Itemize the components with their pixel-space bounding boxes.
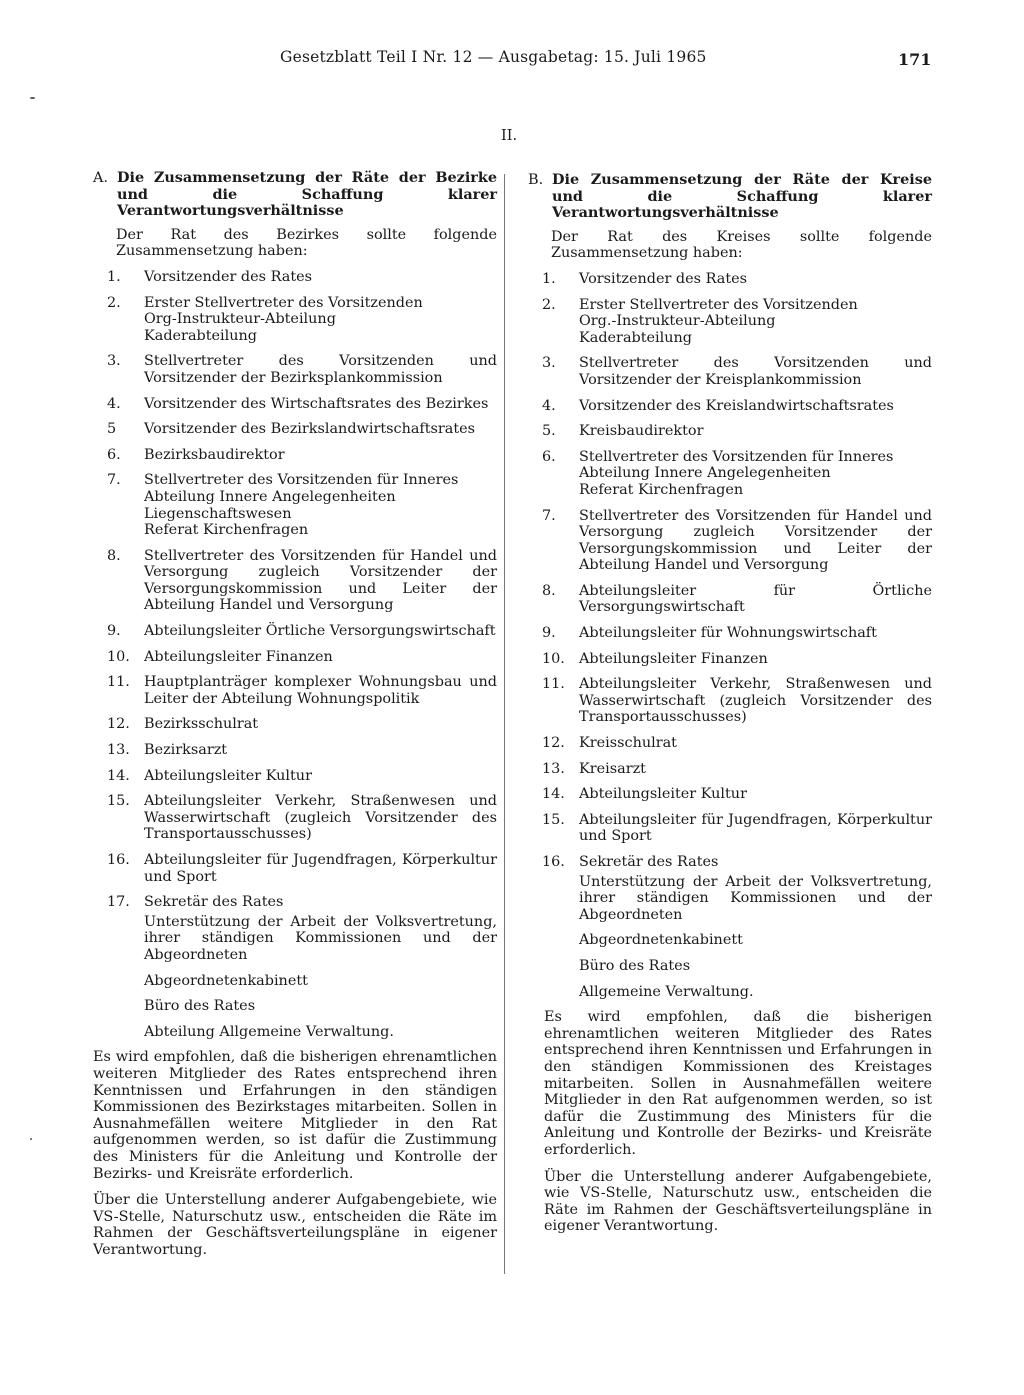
item-number: 16. xyxy=(542,854,565,870)
item-number: 5. xyxy=(542,423,556,440)
print-speck xyxy=(30,97,35,99)
item-text: Bezirksarzt xyxy=(144,742,228,759)
heading-text: Die Zusammensetzung der Räte der Kreise und die Schaffung klarer Verantwortungsverhältnisse xyxy=(552,171,932,222)
item-number: 3. xyxy=(107,353,121,370)
item-number: 11. xyxy=(542,676,565,693)
column-divider xyxy=(504,174,505,1274)
item-number: 1. xyxy=(107,268,121,285)
item-text: Abteilungsleiter Finanzen xyxy=(579,650,768,667)
item-number: 4. xyxy=(107,395,121,412)
item-subunit: Abgeordnetenkabinett xyxy=(144,972,308,989)
list-item xyxy=(542,854,932,1000)
item-number: 15. xyxy=(107,793,130,810)
list-item xyxy=(107,295,497,345)
section-heading xyxy=(93,170,497,220)
item-number: 9. xyxy=(107,623,121,640)
item-subunit: Allgemeine Verwaltung. xyxy=(579,983,754,1000)
item-text: Hauptplanträger komplexer Wohnungsbau und Leiter der Abteilung Wohnungspolitik xyxy=(144,674,497,707)
list-item xyxy=(542,676,932,726)
item-text: Vorsitzender des Bezirkslandwirtschaftsrates xyxy=(144,421,476,438)
recommendation-paragraph: Es wird empfohlen, daß die bisherigen ehrenamtlichen weiteren Mitglieder des Rates entsprechend ihren Kenntnissen und Erfahrungen in den ständigen Kommissionen des Bezirkstages mitarbeiten. Sollen in Ausnahmefällen weitere Mitglieder in den Rat aufgenommen werden, so ist dafür die Zustimmung des Ministers für die Anleitung und Kontrolle der Bezirks- und Kreisräte erforderlich. xyxy=(93,1049,497,1182)
list-item xyxy=(107,548,497,614)
item-body xyxy=(144,793,497,843)
list-item xyxy=(542,761,932,778)
item-number: 10. xyxy=(107,648,130,665)
item-number: 11. xyxy=(107,674,130,691)
item-number: 15. xyxy=(542,811,565,828)
item-text: Kreisarzt xyxy=(579,760,646,777)
recommendation-paragraph: Es wird empfohlen, daß die bisherigen ehrenamtlichen weiteren Mitglieder des Rates entsprechend ihren Kenntnissen und Erfahrungen in den ständigen Kommissionen des Kreistages mitarbeiten. Sollen in Ausnahmefällen weitere Mitglieder in den Rat aufgenommen werden, so ist dafür die Zustimmung des Ministers für die Anleitung und Kontrolle der Bezirks- und Kreisräte erforderlich. xyxy=(544,1009,932,1158)
item-body xyxy=(579,786,932,803)
list-item xyxy=(107,269,497,286)
item-body xyxy=(144,447,497,464)
item-subunit: Org.-Instrukteur-Abteilung xyxy=(579,313,776,330)
item-body xyxy=(144,742,497,759)
item-text: Abteilungsleiter Örtliche Versorgungswirtschaft xyxy=(144,623,496,640)
intro-text: Der Rat des Bezirkes sollte folgende Zusammensetzung haben: xyxy=(116,226,497,260)
item-number: 4. xyxy=(542,397,556,414)
item-number: 9. xyxy=(542,625,556,642)
item-number: 8. xyxy=(107,547,121,564)
item-text: Sekretär des Rates xyxy=(144,894,284,911)
item-subunit: Org-Instrukteur-Abteilung xyxy=(144,311,336,328)
list-item xyxy=(542,398,932,415)
running-header: Gesetzblatt Teil I Nr. 12 — Ausgabetag: 15. Juli 1965 xyxy=(280,48,707,66)
item-number: 13. xyxy=(542,760,565,777)
item-number: 13. xyxy=(107,742,130,759)
list-item xyxy=(542,812,932,845)
column-a xyxy=(93,170,497,1258)
item-body xyxy=(144,768,497,785)
item-body xyxy=(579,854,932,1000)
member-list xyxy=(93,269,497,1040)
item-text: Stellvertreter des Vorsitzenden für Inneres xyxy=(579,448,894,465)
list-item xyxy=(542,735,932,752)
item-number: 8. xyxy=(542,582,556,599)
item-body xyxy=(579,735,932,752)
item-text: Abteilungsleiter für Örtliche Versorgungswirtschaft xyxy=(579,582,932,616)
column-b xyxy=(528,172,932,1235)
list-item xyxy=(107,472,497,538)
item-body xyxy=(144,623,497,640)
heading-text: Die Zusammensetzung der Räte der Bezirke und die Schaffung klarer Verantwortungsverhältnisse xyxy=(117,169,497,220)
item-body xyxy=(579,625,932,642)
item-text: Vorsitzender des Wirtschaftsrates des Bezirkes xyxy=(144,395,489,412)
list-item xyxy=(107,649,497,666)
subordination-paragraph: Über die Unterstellung anderer Aufgabengebiete, wie VS-Stelle, Naturschutz usw., entscheiden die Räte im Rahmen der Geschäftsverteilungspläne in eigener Verantwortung. xyxy=(93,1192,497,1258)
list-item xyxy=(542,786,932,803)
list-item xyxy=(542,508,932,574)
item-text: Abteilungsleiter für Jugendfragen, Körperkultur und Sport xyxy=(144,852,497,885)
subordination-paragraph: Über die Unterstellung anderer Aufgabengebiete, wie VS-Stelle, Naturschutz usw., entscheiden die Räte im Rahmen der Geschäftsverteilungspläne in eigener Verantwortung. xyxy=(544,1168,932,1235)
item-text: Kreisschulrat xyxy=(579,735,677,752)
item-body xyxy=(579,271,932,288)
item-number: 6. xyxy=(107,446,121,463)
item-text: Erster Stellvertreter des Vorsitzenden xyxy=(144,294,423,311)
list-item xyxy=(542,583,932,616)
item-body xyxy=(144,716,497,733)
item-body xyxy=(144,421,497,438)
item-subunit: Abteilung Innere Angelegenheiten xyxy=(579,465,831,482)
item-number: 12. xyxy=(107,716,130,733)
item-text: Sekretär des Rates xyxy=(579,854,719,870)
list-item xyxy=(542,271,932,288)
item-subunit: Referat Kirchenfragen xyxy=(579,481,744,498)
item-body xyxy=(579,508,932,574)
item-body xyxy=(144,548,497,614)
list-item xyxy=(107,447,497,464)
closing-text xyxy=(528,1009,932,1235)
item-body xyxy=(144,852,497,885)
item-text: Vorsitzender des Kreislandwirtschaftsrates xyxy=(579,397,894,414)
list-item xyxy=(107,674,497,707)
item-text: Bezirksbaudirektor xyxy=(144,446,285,463)
item-text: Kreisbaudirektor xyxy=(579,423,704,440)
item-body xyxy=(144,674,497,707)
print-speck xyxy=(30,1138,32,1140)
item-subunit: Liegenschaftswesen xyxy=(144,505,292,522)
closing-text xyxy=(93,1049,497,1258)
item-body xyxy=(579,651,932,668)
item-text: Erster Stellvertreter des Vorsitzenden xyxy=(579,296,858,313)
item-body xyxy=(579,398,932,415)
item-text: Abteilungsleiter Kultur xyxy=(144,767,312,784)
item-text: Stellvertreter des Vorsitzenden für Inneres xyxy=(144,472,459,489)
item-body xyxy=(579,676,932,726)
list-item xyxy=(107,894,497,1040)
item-number: 3. xyxy=(542,355,556,372)
item-text: Stellvertreter des Vorsitzenden für Handel und Versorgung zugleich Vorsitzender der Versorgungskommission und Leiter der Abteilung Handel und Versorgung xyxy=(144,547,497,614)
list-item xyxy=(107,716,497,733)
item-body xyxy=(144,472,497,538)
list-item xyxy=(542,625,932,642)
item-subunit: Unterstützung der Arbeit der Volksvertretung, ihrer ständigen Kommissionen und der Abgeordneten xyxy=(144,913,497,963)
list-item xyxy=(107,421,497,438)
item-body xyxy=(579,297,932,347)
list-item xyxy=(542,651,932,668)
item-text: Stellvertreter des Vorsitzenden und Vorsitzender der Kreisplankommission xyxy=(579,355,932,388)
list-item xyxy=(107,396,497,413)
item-text: Abteilungsleiter Verkehr, Straßenwesen und Wasserwirtschaft (zugleich Vorsitzender des Transportausschusses) xyxy=(579,676,932,726)
item-number: 2. xyxy=(107,294,121,311)
item-subunit: Abteilung Allgemeine Verwaltung. xyxy=(144,1023,394,1040)
item-body xyxy=(144,649,497,666)
item-body xyxy=(579,355,932,388)
item-text: Abteilungsleiter für Jugendfragen, Körperkultur und Sport xyxy=(579,811,932,845)
list-item xyxy=(542,355,932,388)
section-letter: A. xyxy=(93,170,108,186)
item-subunit: Referat Kirchenfragen xyxy=(144,522,309,539)
item-body xyxy=(579,761,932,778)
list-item xyxy=(107,353,497,386)
member-list xyxy=(528,271,932,1000)
item-number: 7. xyxy=(107,472,121,489)
item-body xyxy=(144,396,497,413)
item-number: 5 xyxy=(107,421,117,438)
item-number: 16. xyxy=(107,852,130,868)
item-body xyxy=(144,353,497,386)
list-item xyxy=(107,852,497,885)
item-text: Abteilungsleiter für Wohnungswirtschaft xyxy=(579,625,877,642)
list-item xyxy=(542,449,932,499)
item-subunit: Unterstützung der Arbeit der Volksvertretung, ihrer ständigen Kommissionen und der Abgeordneten xyxy=(579,873,932,923)
item-body xyxy=(579,423,932,440)
item-number: 12. xyxy=(542,735,565,752)
item-subunit: Abgeordnetenkabinett xyxy=(579,932,743,949)
list-item xyxy=(107,793,497,843)
item-text: Bezirksschulrat xyxy=(144,716,259,733)
item-body xyxy=(144,295,497,345)
item-number: 2. xyxy=(542,296,556,313)
item-subunit: Abteilung Innere Angelegenheiten xyxy=(144,488,396,505)
item-body xyxy=(579,812,932,845)
item-text: Abteilungsleiter Verkehr, Straßenwesen und Wasserwirtschaft (zugleich Vorsitzender des Transportausschusses) xyxy=(144,793,497,843)
item-subunit: Kaderabteilung xyxy=(144,327,257,344)
item-text: Stellvertreter des Vorsitzenden für Handel und Versorgung zugleich Vorsitzender der Versorgungskommission und Leiter der Abteilung Handel und Versorgung xyxy=(579,507,932,574)
item-subunit: Büro des Rates xyxy=(144,998,256,1015)
item-text: Vorsitzender des Rates xyxy=(144,268,313,285)
list-item xyxy=(107,768,497,785)
item-body xyxy=(144,269,497,286)
item-body xyxy=(579,449,932,499)
item-text: Abteilungsleiter Kultur xyxy=(579,786,747,803)
item-number: 7. xyxy=(542,507,556,524)
item-text: Abteilungsleiter Finanzen xyxy=(144,648,333,665)
item-number: 1. xyxy=(542,270,556,287)
item-number: 14. xyxy=(542,786,565,803)
item-number: 10. xyxy=(542,650,565,667)
item-subunit: Kaderabteilung xyxy=(579,329,692,346)
item-number: 14. xyxy=(107,767,130,784)
list-item xyxy=(542,423,932,440)
section-number: II. xyxy=(501,128,518,144)
list-item xyxy=(107,742,497,759)
item-number: 6. xyxy=(542,448,556,465)
item-subunit: Büro des Rates xyxy=(579,957,691,974)
item-body xyxy=(579,583,932,616)
list-item xyxy=(542,297,932,347)
intro-text: Der Rat des Kreises sollte folgende Zusammensetzung haben: xyxy=(551,228,932,262)
section-heading xyxy=(528,172,932,222)
item-text: Stellvertreter des Vorsitzenden und Vorsitzender der Bezirksplankommission xyxy=(144,353,497,386)
item-body xyxy=(144,894,497,1040)
item-text: Vorsitzender des Rates xyxy=(579,270,748,287)
list-item xyxy=(107,623,497,640)
page-number: 171 xyxy=(898,50,932,69)
section-letter: B. xyxy=(528,172,544,188)
item-number: 17. xyxy=(107,894,130,911)
